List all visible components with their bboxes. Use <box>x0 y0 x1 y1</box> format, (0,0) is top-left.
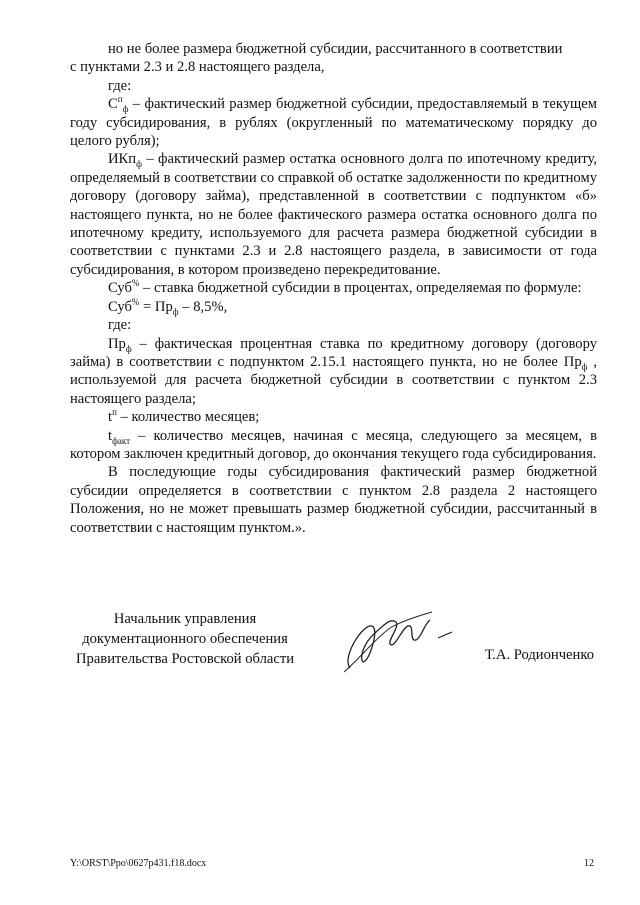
signatory-title-line1: Начальник управления <box>113 611 257 627</box>
paragraph-continuation-2: с пунктами 2.3 и 2.8 настоящего раздела, <box>70 59 325 76</box>
handwritten-signature <box>330 598 460 678</box>
definition-tfact: $t_{факт}$ – количество месяцев, начиная с месяца, следующего за месяцем, в котором заключен кредитный договор, до окончания текущего года субсидирования. <box>70 427 597 462</box>
where-label-2: где: <box>108 317 132 334</box>
formula: $Суб^{\%} = Пр_ф - 8,5\%$, <box>108 296 228 317</box>
file-path: Y:\ORST\Ppo\0627p431.f18.docx <box>70 858 207 869</box>
signatory-title-line2: документационного обеспечения <box>82 631 288 647</box>
definition-sub: Суб% – ставка бюджетной субсидии в процентах, определяемая по формуле: <box>108 278 582 297</box>
where-label: где: <box>108 77 132 94</box>
definition-pr: $Пр_ф$ – фактическая процентная ставка по кредитному договору (договору займа) в соответствии с подпунктом 2.15.1 настоящего пункта, но не более $Пр_ф$ , используемой для расчета бюджетной субсидии в соответствии с пунктом 2.3 настоящего раздела; <box>70 335 597 407</box>
final-paragraph: В последующие годы субсидирования фактический размер бюджетной субсидии определяется в соответствии с пунктом 2.8 раздела 2 настоящего Положения, но не может превышать размер бюджетной субсидии, рассчитанный в соответствии с настоящим пунктом.». <box>70 464 597 536</box>
document-body <box>70 40 597 537</box>
paragraph-continuation: но не более размера бюджетной субсидии, рассчитанного в соответствии <box>108 41 563 57</box>
definition-ik: ИКп$_ф$ – фактический размер остатка основного долга по ипотечному кредиту, определяемый в соответствии со справкой об остатке задолженности по кредитному договору (договору займа), представленной в соответствии с подпунктом «б» настоящего пункта, но не более фактического размера остатка основного долга по ипотечному кредиту, используемого для расчета размера бюджетной субсидии в соответствии с пунктами 2.3 и 2.8 настоящего раздела, в зависимости от года субсидирования, в котором произведено перекредитование. <box>70 151 597 278</box>
definition-c: $С^п_ф$ – фактический размер бюджетной субсидии, предоставляемый в текущем году субсидирования, в рублях (округленный по математическому порядку до целого рубля); <box>70 94 597 150</box>
signatory-title-line3: Правительства Ростовской области <box>75 651 295 667</box>
signatory-title <box>70 609 300 669</box>
signatory-name: Т.А. Родионченко <box>484 647 594 663</box>
page-number: 12 <box>584 858 594 869</box>
definition-t: $t^п$ – количество месяцев; <box>108 407 260 426</box>
